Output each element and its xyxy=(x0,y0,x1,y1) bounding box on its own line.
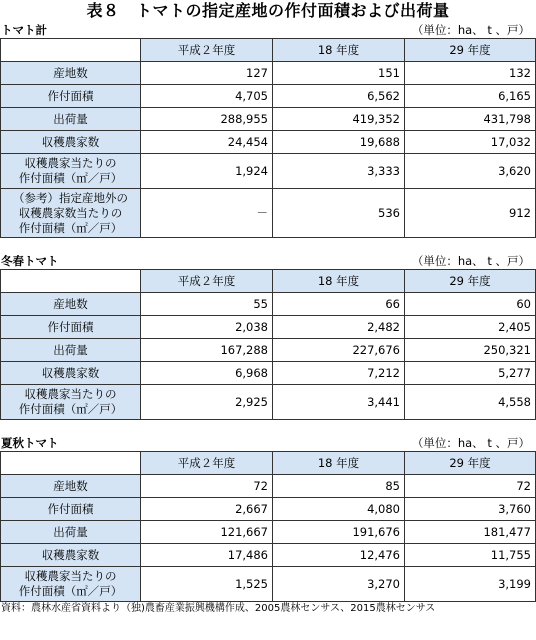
section-header xyxy=(0,253,536,269)
section-title: 冬春トマト xyxy=(1,254,59,268)
value-cell: 2,667 xyxy=(141,498,273,521)
value-cell: 250,321 xyxy=(405,339,536,362)
value-cell: 7,212 xyxy=(273,362,405,385)
row-label: （参考）指定産地外の 収穫農家数当たりの 作付面積（㎡／戸） xyxy=(1,189,141,238)
row-label: 作付面積 xyxy=(1,316,141,339)
unit-label: （単位：ha、 t 、戸） xyxy=(411,23,530,37)
value-cell: 151 xyxy=(273,62,405,85)
row-label: 出荷量 xyxy=(1,339,141,362)
sections-container xyxy=(0,22,536,602)
table-row xyxy=(1,498,536,521)
value-cell: 1,525 xyxy=(141,567,273,602)
row-label: 収穫農家当たりの 作付面積（㎡／戸） xyxy=(1,154,141,189)
value-cell: 288,955 xyxy=(141,108,273,131)
footnote: 資料：農林水産省資料より（独)農畜産業振興機構作成、2005農林センサス、2015農林センサス xyxy=(1,603,436,614)
table-row xyxy=(1,521,536,544)
value-cell: 2,038 xyxy=(141,316,273,339)
value-cell: 2,405 xyxy=(405,316,536,339)
value-cell: 6,968 xyxy=(141,362,273,385)
row-label: 産地数 xyxy=(1,62,141,85)
value-cell: 3,270 xyxy=(273,567,405,602)
data-table xyxy=(0,269,536,420)
row-label: 産地数 xyxy=(1,475,141,498)
value-cell: 127 xyxy=(141,62,273,85)
section-title: トマト計 xyxy=(1,23,47,37)
value-cell: 72 xyxy=(405,475,536,498)
table-row xyxy=(1,189,536,238)
value-cell: 85 xyxy=(273,475,405,498)
row-label: 収穫農家当たりの 作付面積（㎡／戸） xyxy=(1,567,141,602)
column-header: 29 年度 xyxy=(405,452,536,475)
value-cell: 3,199 xyxy=(405,567,536,602)
value-cell: 6,165 xyxy=(405,85,536,108)
value-cell: 191,676 xyxy=(273,521,405,544)
column-header: 平成２年度 xyxy=(141,39,273,62)
row-label: 作付面積 xyxy=(1,85,141,108)
header-row xyxy=(1,39,536,62)
row-label: 収穫農家数 xyxy=(1,131,141,154)
corner-cell xyxy=(1,452,141,475)
value-cell: 11,755 xyxy=(405,544,536,567)
column-header: 18 年度 xyxy=(273,39,405,62)
section-header xyxy=(0,435,536,451)
value-cell: 536 xyxy=(273,189,405,238)
value-cell: 4,080 xyxy=(273,498,405,521)
value-cell: 66 xyxy=(273,293,405,316)
table-row xyxy=(1,567,536,602)
value-cell: 4,705 xyxy=(141,85,273,108)
value-cell: 2,925 xyxy=(141,385,273,420)
value-cell: 3,333 xyxy=(273,154,405,189)
row-label: 出荷量 xyxy=(1,108,141,131)
table-row xyxy=(1,131,536,154)
table-row xyxy=(1,62,536,85)
value-cell: 72 xyxy=(141,475,273,498)
row-label: 収穫農家数 xyxy=(1,362,141,385)
value-cell: 912 xyxy=(405,189,536,238)
section-gap xyxy=(0,238,536,253)
header-row xyxy=(1,452,536,475)
value-cell: 431,798 xyxy=(405,108,536,131)
section-header xyxy=(0,22,536,38)
value-cell: 227,676 xyxy=(273,339,405,362)
table-row xyxy=(1,293,536,316)
value-cell: 167,288 xyxy=(141,339,273,362)
table-row xyxy=(1,316,536,339)
value-cell: 3,620 xyxy=(405,154,536,189)
value-cell: 17,032 xyxy=(405,131,536,154)
table-row xyxy=(1,544,536,567)
value-cell: 181,477 xyxy=(405,521,536,544)
table-row xyxy=(1,108,536,131)
section-gap xyxy=(0,420,536,435)
row-label: 産地数 xyxy=(1,293,141,316)
row-label: 収穫農家当たりの 作付面積（㎡／戸） xyxy=(1,385,141,420)
value-cell: 24,454 xyxy=(141,131,273,154)
column-header: 18 年度 xyxy=(273,452,405,475)
column-header: 29 年度 xyxy=(405,39,536,62)
value-cell: 60 xyxy=(405,293,536,316)
table-row xyxy=(1,362,536,385)
table-row xyxy=(1,475,536,498)
value-cell: 17,486 xyxy=(141,544,273,567)
corner-cell xyxy=(1,270,141,293)
page-title: 表８ トマトの指定産地の作付面積および出荷量 xyxy=(86,1,450,20)
value-cell: 419,352 xyxy=(273,108,405,131)
row-label: 出荷量 xyxy=(1,521,141,544)
column-header: 29 年度 xyxy=(405,270,536,293)
value-cell: 12,476 xyxy=(273,544,405,567)
value-cell: 3,441 xyxy=(273,385,405,420)
value-cell: 1,924 xyxy=(141,154,273,189)
value-cell: 2,482 xyxy=(273,316,405,339)
column-header: 平成２年度 xyxy=(141,452,273,475)
value-cell: 4,558 xyxy=(405,385,536,420)
value-cell: 19,688 xyxy=(273,131,405,154)
value-cell: 55 xyxy=(141,293,273,316)
table-row xyxy=(1,339,536,362)
section-title: 夏秋トマト xyxy=(1,436,59,450)
value-cell: 3,760 xyxy=(405,498,536,521)
column-header: 平成２年度 xyxy=(141,270,273,293)
unit-label: （単位：ha、 t 、戸） xyxy=(411,436,530,450)
column-header: 18 年度 xyxy=(273,270,405,293)
value-cell: － xyxy=(141,189,273,238)
header-row xyxy=(1,270,536,293)
value-cell: 132 xyxy=(405,62,536,85)
data-table xyxy=(0,38,536,238)
row-label: 作付面積 xyxy=(1,498,141,521)
value-cell: 121,667 xyxy=(141,521,273,544)
table-row xyxy=(1,154,536,189)
data-table xyxy=(0,451,536,602)
corner-cell xyxy=(1,39,141,62)
table-row xyxy=(1,385,536,420)
table-row xyxy=(1,85,536,108)
value-cell: 6,562 xyxy=(273,85,405,108)
value-cell: 5,277 xyxy=(405,362,536,385)
unit-label: （単位：ha、 t 、戸） xyxy=(411,254,530,268)
row-label: 収穫農家数 xyxy=(1,544,141,567)
